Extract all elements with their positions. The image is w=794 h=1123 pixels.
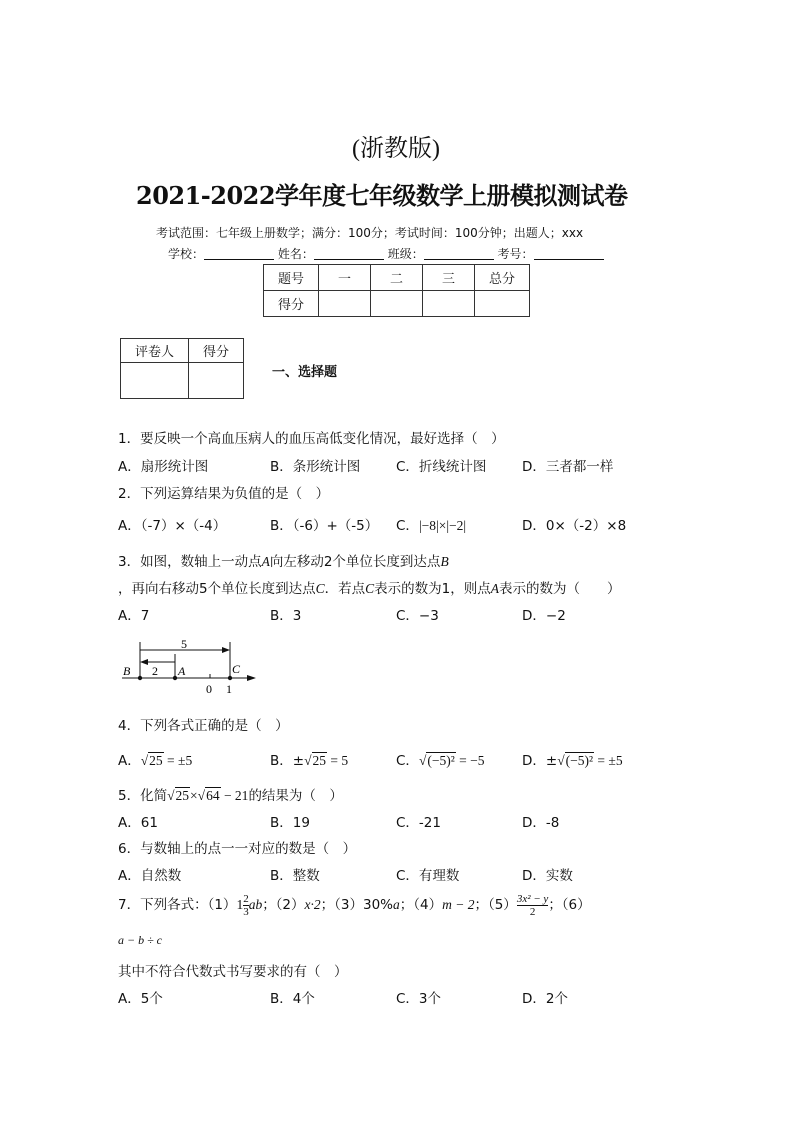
q1-option-a[interactable]: A．扇形统计图 — [118, 459, 209, 475]
q7-text: ；（5） — [474, 897, 517, 913]
question-6-stem: 6．与数轴上的点一一对应的数是（ ） — [118, 841, 357, 857]
q4-option-a[interactable]: A．√25 = ±5 — [118, 753, 193, 769]
q3-option-c[interactable]: C．−3 — [396, 608, 439, 624]
q1-option-d[interactable]: D．三者都一样 — [522, 459, 614, 475]
q6-option-d[interactable]: D．实数 — [522, 868, 573, 884]
q7-text: ；（3）30% — [320, 897, 394, 913]
radicand: 25 — [312, 753, 326, 768]
times-sign: × — [190, 788, 198, 803]
q7-text: 7．下列各式：（1） — [118, 897, 237, 913]
numerator: 3x² − y — [516, 892, 549, 905]
arrow-left-head — [140, 659, 148, 665]
q3-text: 表示的数为1，则点 — [374, 581, 491, 597]
q4-option-c[interactable]: C．√(−5)² = −5 — [396, 753, 485, 769]
q3-var-a: A — [490, 581, 499, 596]
q6-option-c[interactable]: C．有理数 — [396, 868, 460, 884]
q7-option-b[interactable]: B．4个 — [270, 991, 315, 1007]
option-prefix: D．± — [522, 753, 558, 769]
q3-option-d[interactable]: D．−2 — [522, 608, 566, 624]
option-prefix: C． — [396, 753, 419, 769]
radicand: (−5)² — [565, 753, 594, 768]
q7-option-a[interactable]: A．5个 — [118, 991, 163, 1007]
q5-option-c[interactable]: C．-21 — [396, 815, 441, 831]
point-c — [228, 676, 232, 680]
expr-rest: − 21 — [220, 788, 249, 803]
numerator: 2 — [243, 892, 249, 905]
question-3-stem-line2 — [118, 577, 620, 597]
q3-var-a: A — [261, 554, 270, 569]
score-header-cell: 三 — [423, 265, 475, 291]
score-header-cell: 二 — [371, 265, 423, 291]
grader-table — [120, 338, 244, 399]
q4-option-d[interactable]: D．±√(−5)² = ±5 — [522, 753, 623, 769]
edition-label: (浙教版) — [352, 136, 440, 162]
expr: x·2 — [304, 897, 321, 912]
q7-expr-6: a − b ÷ c — [118, 933, 163, 947]
q7-text: ；（4） — [399, 897, 443, 913]
q2-option-a[interactable]: A．（-7）×（-4） — [118, 518, 227, 534]
denominator: 2 — [529, 905, 536, 918]
name-blank[interactable] — [314, 247, 384, 260]
q7-text: ；（6） — [548, 897, 591, 913]
score-header-cell: 总分 — [475, 265, 530, 291]
mixed-whole: 1 — [236, 897, 244, 912]
score-cell[interactable] — [371, 291, 423, 317]
score-header-cell: 题号 — [264, 265, 319, 291]
section-title: 一、选择题 — [272, 365, 338, 380]
q5-option-b[interactable]: B．19 — [270, 815, 310, 831]
option-prefix: B．± — [270, 753, 305, 769]
q4-option-b[interactable]: B．±√25 = 5 — [270, 753, 349, 769]
q3-text: ，再向右移动5个单位长度到达点 — [118, 581, 316, 597]
q3-option-a[interactable]: A．7 — [118, 608, 150, 624]
q7-option-c[interactable]: C．3个 — [396, 991, 442, 1007]
q3-var-b: B — [440, 554, 449, 569]
grader-cell[interactable] — [189, 363, 244, 399]
number-label: 考号： — [497, 247, 534, 261]
expr-rest: = ±5 — [163, 753, 193, 768]
arrow-right-head — [222, 647, 230, 653]
score-cell[interactable] — [423, 291, 475, 317]
q1-option-b[interactable]: B．条形统计图 — [270, 459, 361, 475]
q5-option-a[interactable]: A．61 — [118, 815, 158, 831]
label-5: 5 — [181, 637, 187, 651]
option-prefix: A． — [118, 753, 141, 769]
expr-rest: = ±5 — [594, 753, 623, 768]
denominator: 3 — [243, 905, 249, 918]
q3-var-c: C — [365, 581, 375, 596]
q3-text: 向左移动2个单位长度到达点 — [269, 554, 441, 570]
class-label: 班级： — [387, 247, 424, 261]
q2-option-c[interactable] — [396, 514, 466, 534]
label-2: 2 — [152, 664, 158, 678]
student-fields — [168, 245, 604, 262]
radicand: (−5)² — [427, 753, 455, 768]
score-cell[interactable] — [319, 291, 371, 317]
q6-option-a[interactable]: A．自然数 — [118, 868, 182, 884]
point-a — [173, 676, 177, 680]
q5-text: 5．化简 — [118, 788, 168, 804]
question-5-stem: 5．化简√25×√64 − 21的结果为（ ） — [118, 788, 343, 804]
score-cell[interactable] — [475, 291, 530, 317]
q7-text: ；（2） — [262, 897, 305, 913]
point-b — [138, 676, 142, 680]
grader-cell[interactable] — [121, 363, 189, 399]
label-a: A — [178, 664, 186, 678]
fraction — [517, 893, 549, 918]
label-b: B — [123, 664, 131, 678]
radicand: 25 — [175, 788, 190, 803]
q5-text: 的结果为（ ） — [248, 788, 343, 804]
score-header-cell: 一 — [319, 265, 371, 291]
page-title: 2021-2022学年度七年级数学上册模拟测试卷 — [136, 181, 628, 210]
q2-option-c-prefix: C． — [396, 518, 419, 534]
question-1-stem: 1．要反映一个高血压病人的血压高低变化情况，最好选择（ ） — [118, 431, 505, 447]
q3-text: 3．如图，数轴上一动点 — [118, 554, 262, 570]
radicand: 25 — [149, 753, 163, 768]
variable: ab — [248, 897, 263, 912]
name-label: 姓名： — [277, 247, 314, 261]
question-7-stem — [118, 889, 591, 921]
exam-info: 考试范围：七年级上册数学；满分：100分；考试时间：100分钟；出题人；xxx — [156, 226, 584, 240]
q6-option-b[interactable]: B．整数 — [270, 868, 320, 884]
q7-option-d[interactable]: D．2个 — [522, 991, 568, 1007]
grader-header-cell: 得分 — [189, 339, 244, 363]
label-zero: 0 — [206, 682, 212, 696]
expr: m − 2 — [442, 897, 475, 912]
question-2-stem: 2．下列运算结果为负值的是（ ） — [118, 486, 330, 502]
number-blank[interactable] — [534, 247, 604, 260]
score-table — [263, 264, 530, 317]
q3-text: ．若点 — [324, 581, 366, 597]
question-7-sub-stem: 其中不符合代数式书写要求的有（ ） — [118, 964, 348, 980]
q2-option-d[interactable]: D．0×（-2）×8 — [522, 518, 627, 534]
score-row-label: 得分 — [264, 291, 319, 317]
class-blank[interactable] — [424, 247, 494, 260]
axis-arrow — [247, 675, 256, 681]
number-line-figure — [118, 636, 263, 698]
expr-rest: = 5 — [327, 753, 349, 768]
label-c: C — [232, 662, 241, 676]
q3-text: 表示的数为（ ） — [498, 581, 621, 597]
q1-option-c[interactable]: C．折线统计图 — [396, 459, 487, 475]
q3-var-c: C — [315, 581, 325, 596]
label-one: 1 — [226, 682, 232, 696]
q5-option-d[interactable]: D．-8 — [522, 815, 560, 831]
q2-option-c-expr: |−8|×|−2| — [418, 518, 467, 533]
school-blank[interactable] — [204, 247, 274, 260]
grader-header-cell: 评卷人 — [121, 339, 189, 363]
school-label: 学校： — [168, 247, 205, 261]
q2-option-b[interactable]: B．（-6）+（-5） — [270, 518, 379, 534]
question-3-stem-line1 — [118, 550, 449, 570]
question-4-stem: 4．下列各式正确的是（ ） — [118, 718, 289, 734]
radicand: 64 — [206, 788, 220, 803]
expr-rest: = −5 — [455, 753, 485, 768]
q3-option-b[interactable]: B．3 — [270, 608, 302, 624]
variable: a — [393, 897, 400, 912]
